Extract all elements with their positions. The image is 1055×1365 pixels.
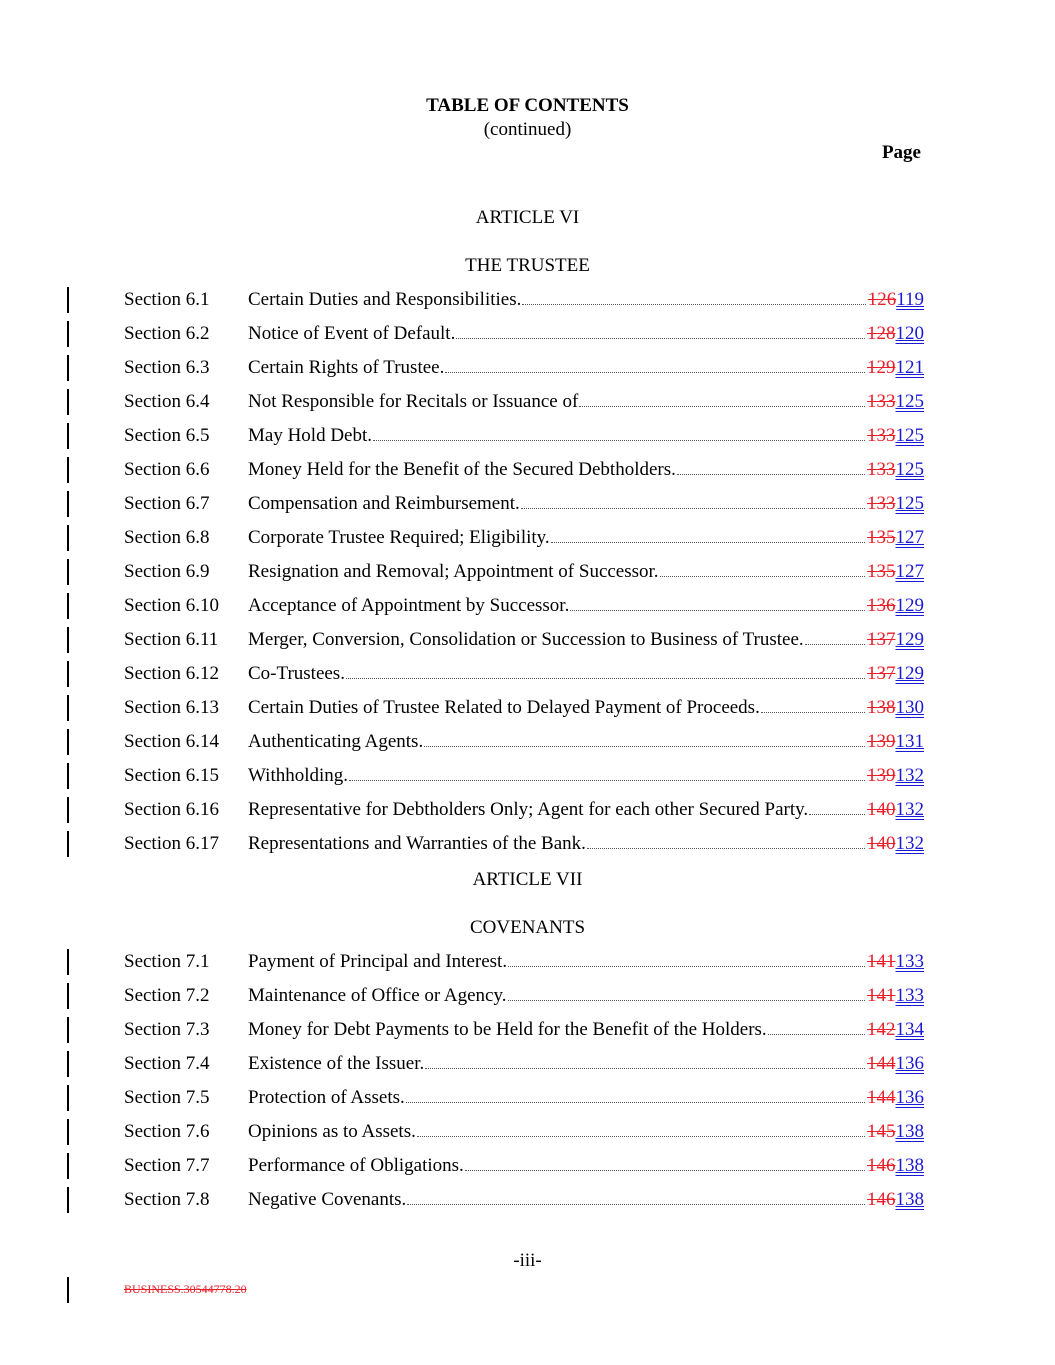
inserted-page-link[interactable]: 129 [895, 629, 924, 650]
toc-entry[interactable] [0, 1019, 1055, 1045]
dot-leader [456, 324, 865, 339]
dot-leader [809, 800, 865, 815]
article-vii-label: ARTICLE VII [472, 869, 583, 890]
dot-leader [349, 766, 865, 781]
dot-leader [508, 952, 865, 967]
section-title[interactable]: Notice of Event of Default. [248, 323, 456, 344]
deleted-page-number: 141 [867, 951, 896, 972]
change-bar [67, 695, 69, 721]
toc-entry[interactable] [0, 765, 1055, 791]
change-bar [67, 525, 69, 551]
toc-entry[interactable] [0, 1087, 1055, 1113]
inserted-page-link[interactable]: 133 [895, 951, 924, 972]
dot-leader [373, 426, 865, 441]
section-number: Section 7.8 [124, 1189, 210, 1210]
change-bar [67, 949, 69, 975]
section-title[interactable]: Money Held for the Benefit of the Secured Debtholders. [248, 459, 676, 480]
deleted-page-number: 135 [867, 561, 896, 582]
inserted-page-link[interactable]: 138 [895, 1155, 924, 1176]
page-column-header: Page [881, 142, 921, 163]
section-title[interactable]: Money for Debt Payments to be Held for the Benefit of the Holders. [248, 1019, 767, 1040]
change-bar [67, 1051, 69, 1077]
section-entry [248, 663, 924, 685]
toc-entry[interactable] [0, 1155, 1055, 1181]
section-entry [248, 1189, 924, 1211]
section-entry [248, 629, 924, 651]
deleted-page-number: 140 [867, 799, 896, 820]
toc-entry[interactable] [0, 1121, 1055, 1147]
change-bar [67, 321, 69, 347]
section-number: Section 6.9 [124, 561, 210, 582]
dot-leader [346, 664, 865, 679]
deleted-page-number: 133 [867, 391, 896, 412]
toc-entry[interactable] [0, 493, 1055, 519]
inserted-page-link[interactable]: 136 [895, 1053, 924, 1074]
inserted-page-link[interactable]: 125 [895, 391, 924, 412]
toc-entry[interactable] [0, 629, 1055, 655]
section-title[interactable]: Certain Duties and Responsibilities. [248, 289, 522, 310]
dot-leader [677, 460, 865, 475]
change-bar [67, 1017, 69, 1043]
dot-leader [465, 1156, 865, 1171]
toc-entry[interactable] [0, 697, 1055, 723]
section-title[interactable]: Payment of Principal and Interest. [248, 951, 508, 972]
deleted-page-number: 144 [867, 1053, 896, 1074]
deleted-page-number: 141 [867, 985, 896, 1006]
change-bar [67, 355, 69, 381]
change-bar [67, 1153, 69, 1179]
change-bar [67, 287, 69, 313]
dot-leader [508, 986, 865, 1001]
section-number: Section 7.5 [124, 1087, 210, 1108]
section-entry [248, 561, 924, 583]
toc-entry[interactable] [0, 663, 1055, 689]
section-entry [248, 289, 924, 311]
inserted-page-link[interactable]: 129 [895, 663, 924, 684]
section-title[interactable]: Compensation and Reimbursement. [248, 493, 520, 514]
inserted-page-link[interactable]: 125 [895, 425, 924, 446]
toc-entry[interactable] [0, 799, 1055, 825]
section-number: Section 7.6 [124, 1121, 210, 1142]
inserted-page-link[interactable]: 136 [895, 1087, 924, 1108]
section-title[interactable]: Acceptance of Appointment by Successor. [248, 595, 570, 616]
deleted-page-number: 133 [867, 493, 896, 514]
section-title[interactable]: Not Responsible for Recitals or Issuance of [248, 391, 579, 412]
section-entry [248, 1121, 924, 1143]
section-entry [248, 697, 924, 719]
section-number: Section 7.3 [124, 1019, 210, 1040]
change-bar [67, 797, 69, 823]
section-title[interactable]: Withholding. [248, 765, 349, 786]
change-bar [67, 1085, 69, 1111]
toc-entry[interactable] [0, 561, 1055, 587]
toc-entry[interactable] [0, 1189, 1055, 1215]
section-title[interactable]: Representative for Debtholders Only; Agent for each other Secured Party. [248, 799, 809, 820]
deleted-page-number: 145 [867, 1121, 896, 1142]
article-vi-label: ARTICLE VI [475, 207, 580, 228]
toc-entry[interactable] [0, 425, 1055, 451]
dot-leader [425, 1054, 865, 1069]
inserted-page-link[interactable]: 134 [895, 1019, 924, 1040]
inserted-page-link[interactable]: 127 [895, 561, 924, 582]
section-number: Section 6.15 [124, 765, 219, 786]
section-title[interactable]: Certain Rights of Trustee. [248, 357, 445, 378]
inserted-page-link[interactable]: 127 [895, 527, 924, 548]
section-entry [248, 527, 924, 549]
deleted-page-number: 144 [867, 1087, 896, 1108]
toc-entry[interactable] [0, 323, 1055, 349]
change-bar [67, 1277, 69, 1303]
change-bar [67, 983, 69, 1009]
section-entry [248, 357, 924, 379]
section-entry [248, 799, 924, 821]
dot-leader [570, 596, 865, 611]
change-bar [67, 491, 69, 517]
deleted-page-number: 136 [867, 595, 896, 616]
deleted-page-number: 133 [867, 459, 896, 480]
toc-entry[interactable] [0, 731, 1055, 757]
inserted-page-link[interactable]: 119 [896, 289, 924, 310]
section-entry [248, 765, 924, 787]
section-title[interactable]: Merger, Conversion, Consolidation or Succession to Business of Trustee. [248, 629, 804, 650]
section-number: Section 7.2 [124, 985, 210, 1006]
section-title[interactable]: Representations and Warranties of the Bank. [248, 833, 586, 854]
section-number: Section 6.6 [124, 459, 210, 480]
toc-title: TABLE OF CONTENTS [426, 95, 629, 116]
change-bar [67, 763, 69, 789]
toc-entry[interactable] [0, 357, 1055, 383]
section-entry [248, 985, 924, 1007]
section-entry [248, 323, 924, 345]
section-number: Section 6.8 [124, 527, 210, 548]
section-title[interactable]: May Hold Debt. [248, 425, 373, 446]
section-number: Section 6.5 [124, 425, 210, 446]
article-vi-name: THE TRUSTEE [465, 255, 590, 276]
deleted-page-number: 137 [867, 629, 896, 650]
inserted-page-link[interactable]: 120 [895, 323, 924, 344]
section-number: Section 6.12 [124, 663, 219, 684]
section-title[interactable]: Negative Covenants. [248, 1189, 407, 1210]
deleted-page-number: 146 [867, 1189, 896, 1210]
toc-entry[interactable] [0, 391, 1055, 417]
section-entry [248, 1019, 924, 1041]
section-title[interactable]: Co-Trustees. [248, 663, 345, 684]
section-entry [248, 1087, 924, 1109]
deleted-page-number: 139 [867, 731, 896, 752]
section-title[interactable]: Performance of Obligations. [248, 1155, 464, 1176]
dot-leader [407, 1190, 865, 1205]
deleted-page-number: 140 [867, 833, 896, 854]
section-number: Section 6.16 [124, 799, 219, 820]
inserted-page-link[interactable]: 121 [895, 357, 924, 378]
deleted-page-number: 128 [867, 323, 896, 344]
dot-leader [424, 732, 865, 747]
section-number: Section 6.7 [124, 493, 210, 514]
toc-entry[interactable] [0, 595, 1055, 621]
deleted-page-number: 142 [867, 1019, 896, 1040]
dot-leader [579, 392, 865, 407]
section-title[interactable]: Corporate Trustee Required; Eligibility. [248, 527, 550, 548]
deleted-page-number: 139 [867, 765, 896, 786]
deleted-page-number: 138 [867, 697, 896, 718]
toc-entry[interactable] [0, 527, 1055, 553]
dot-leader [417, 1122, 865, 1137]
section-title[interactable]: Existence of the Issuer. [248, 1053, 425, 1074]
section-entry [248, 425, 924, 447]
inserted-page-link[interactable]: 129 [895, 595, 924, 616]
inserted-page-link[interactable]: 133 [895, 985, 924, 1006]
section-number: Section 6.13 [124, 697, 219, 718]
section-entry [248, 493, 924, 515]
inserted-page-link[interactable]: 138 [895, 1189, 924, 1210]
change-bar [67, 457, 69, 483]
section-entry [248, 459, 924, 481]
toc-entry[interactable] [0, 289, 1055, 315]
inserted-page-link[interactable]: 131 [895, 731, 924, 752]
article-vii-name: COVENANTS [469, 917, 586, 938]
section-number: Section 6.10 [124, 595, 219, 616]
section-number: Section 6.4 [124, 391, 210, 412]
section-entry [248, 595, 924, 617]
section-number: Section 6.1 [124, 289, 210, 310]
change-bar [67, 389, 69, 415]
dot-leader [522, 290, 865, 305]
section-entry [248, 1053, 924, 1075]
section-title[interactable]: Opinions as to Assets. [248, 1121, 416, 1142]
deleted-page-number: 133 [867, 425, 896, 446]
toc-entry[interactable] [0, 951, 1055, 977]
change-bar [67, 559, 69, 585]
dot-leader [660, 562, 865, 577]
change-bar [67, 593, 69, 619]
inserted-page-link[interactable]: 132 [895, 799, 924, 820]
section-title[interactable]: Maintenance of Office or Agency. [248, 985, 507, 1006]
section-title[interactable]: Certain Duties of Trustee Related to Delayed Payment of Proceeds. [248, 697, 760, 718]
dot-leader [521, 494, 865, 509]
toc-entry[interactable] [0, 1053, 1055, 1079]
change-bar [67, 1119, 69, 1145]
document-id: BUSINESS.30544778.20 [124, 1282, 247, 1296]
toc-entry[interactable] [0, 985, 1055, 1011]
section-entry [248, 1155, 924, 1177]
toc-entry[interactable] [0, 833, 1055, 859]
deleted-page-number: 129 [867, 357, 896, 378]
change-bar [67, 1187, 69, 1213]
section-entry [248, 731, 924, 753]
section-entry [248, 833, 924, 855]
change-bar [67, 661, 69, 687]
section-number: Section 6.3 [124, 357, 210, 378]
dot-leader [587, 834, 865, 849]
deleted-page-number: 146 [867, 1155, 896, 1176]
page-number: -iii- [513, 1250, 542, 1271]
dot-leader [406, 1088, 865, 1103]
inserted-page-link[interactable]: 125 [895, 493, 924, 514]
section-number: Section 7.7 [124, 1155, 210, 1176]
dot-leader [805, 630, 865, 645]
inserted-page-link[interactable]: 132 [895, 765, 924, 786]
inserted-page-link[interactable]: 138 [895, 1121, 924, 1142]
toc-entry[interactable] [0, 459, 1055, 485]
change-bar [67, 627, 69, 653]
section-number: Section 6.2 [124, 323, 210, 344]
section-title[interactable]: Authenticating Agents. [248, 731, 424, 752]
section-entry [248, 951, 924, 973]
section-number: Section 6.11 [124, 629, 219, 650]
change-bar [67, 423, 69, 449]
section-number: Section 6.14 [124, 731, 219, 752]
inserted-page-link[interactable]: 132 [895, 833, 924, 854]
inserted-page-link[interactable]: 125 [895, 459, 924, 480]
dot-leader [551, 528, 865, 543]
deleted-page-number: 137 [867, 663, 896, 684]
toc-subtitle: (continued) [483, 119, 572, 140]
deleted-page-number: 126 [867, 289, 897, 310]
section-number: Section 7.4 [124, 1053, 210, 1074]
section-number: Section 6.17 [124, 833, 219, 854]
dot-leader [768, 1020, 865, 1035]
deleted-page-number: 135 [867, 527, 896, 548]
section-title[interactable]: Protection of Assets. [248, 1087, 405, 1108]
dot-leader [761, 698, 865, 713]
dot-leader [445, 358, 865, 373]
section-number: Section 7.1 [124, 951, 210, 972]
change-bar [67, 831, 69, 857]
section-entry [248, 391, 924, 413]
change-bar [67, 729, 69, 755]
inserted-page-link[interactable]: 130 [895, 697, 924, 718]
section-title[interactable]: Resignation and Removal; Appointment of Successor. [248, 561, 659, 582]
